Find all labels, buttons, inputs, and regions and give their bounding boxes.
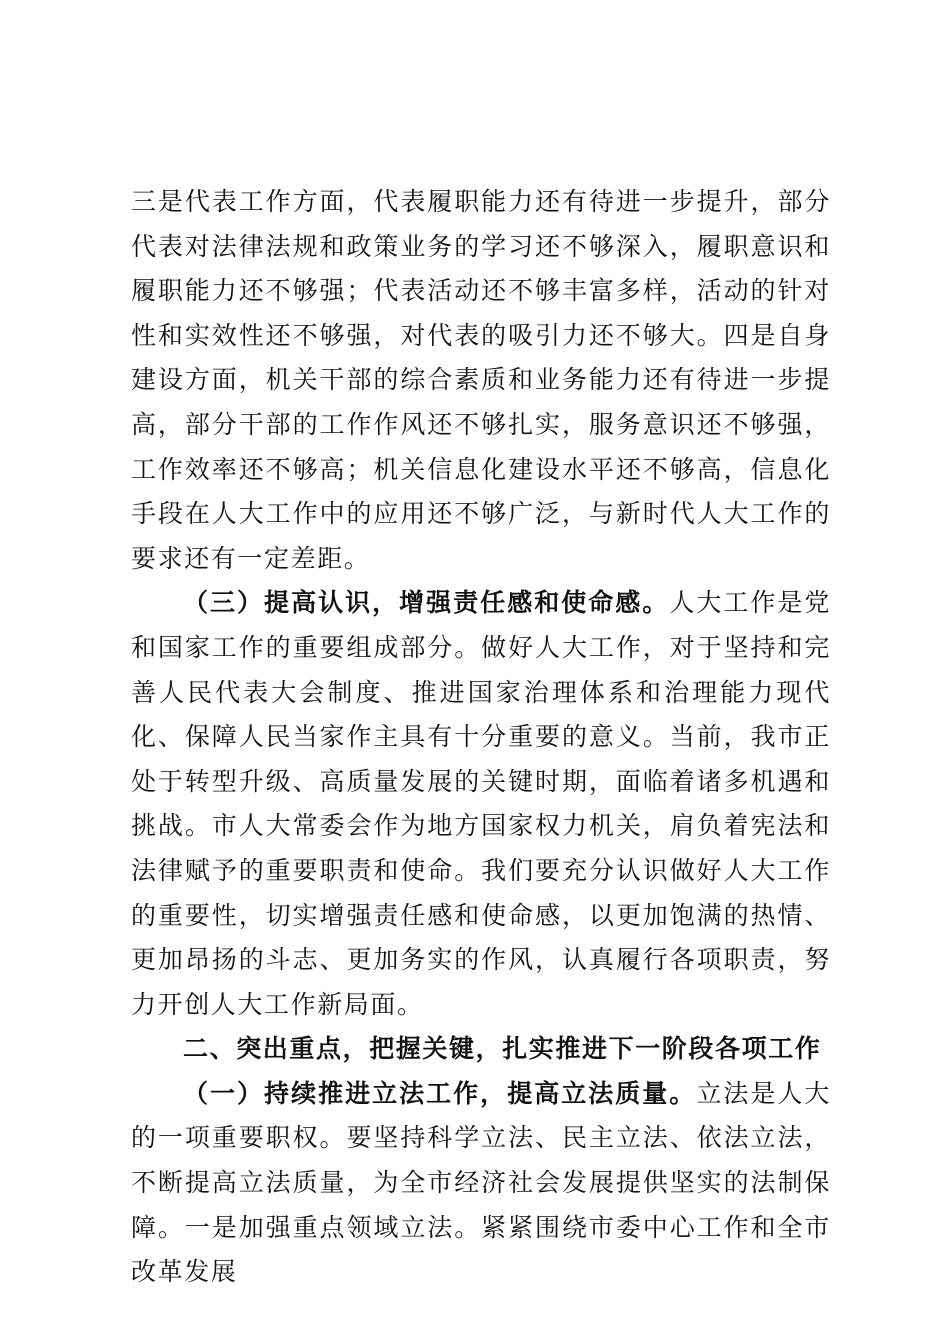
paragraph-text: 立法是人大的一项重要职权。要坚持科学立法、民主立法、依法立法，不断提高立法质量，为全市经济社会发展提供坚实的法制保障。一是加强重点领域立法。紧紧围绕市委中心工作和全市改革发展 xyxy=(131,1078,831,1287)
paragraph-legislation-work xyxy=(131,1072,831,1295)
section-lead-heading: （一）持续推进立法工作，提高立法质量。 xyxy=(183,1078,697,1108)
section-heading-2: 二、突出重点，把握关键，扎实推进下一阶段各项工作 xyxy=(183,1034,822,1064)
paragraph-raise-awareness xyxy=(131,581,831,1027)
paragraph-text: 三是代表工作方面，代表履职能力还有待进一步提升，部分代表对法律法规和政策业务的学习还不够深入，履职意识和履职能力还不够强；代表活动还不够丰富多样，活动的针对性和实效性还不够强，对代表的吸引力还不够大。四是自身建设方面，机关干部的综合素质和业务能力还有待进一步提高，部分干部的工作作风还不够扎实，服务意识还不够强，工作效率还不够高；机关信息化建设水平还不够高，信息化手段在人大工作中的应用还不够广泛，与新时代人大工作的要求还有一定差距。 xyxy=(131,187,831,573)
paragraph-representative-and-self-building-issues xyxy=(131,180,831,581)
section-lead-heading: （三）提高认识，增强责任感和使命感。 xyxy=(183,588,670,618)
document-body xyxy=(131,180,831,1295)
paragraph-text: 人大工作是党和国家工作的重要组成部分。做好人大工作，对于坚持和完善人民代表大会制度、推进国家治理体系和治理能力现代化、保障人民当家作主具有十分重要的意义。当前，我市正处于转型升级、高质量发展的关键时期，面临着诸多机遇和挑战。市人大常委会作为地方国家权力机关，肩负着宪法和法律赋予的重要职责和使命。我们要充分认识做好人大工作的重要性，切实增强责任感和使命感，以更加饱满的热情、更加昂扬的斗志、更加务实的作风，认真履行各项职责，努力开创人大工作新局面。 xyxy=(131,588,831,1019)
